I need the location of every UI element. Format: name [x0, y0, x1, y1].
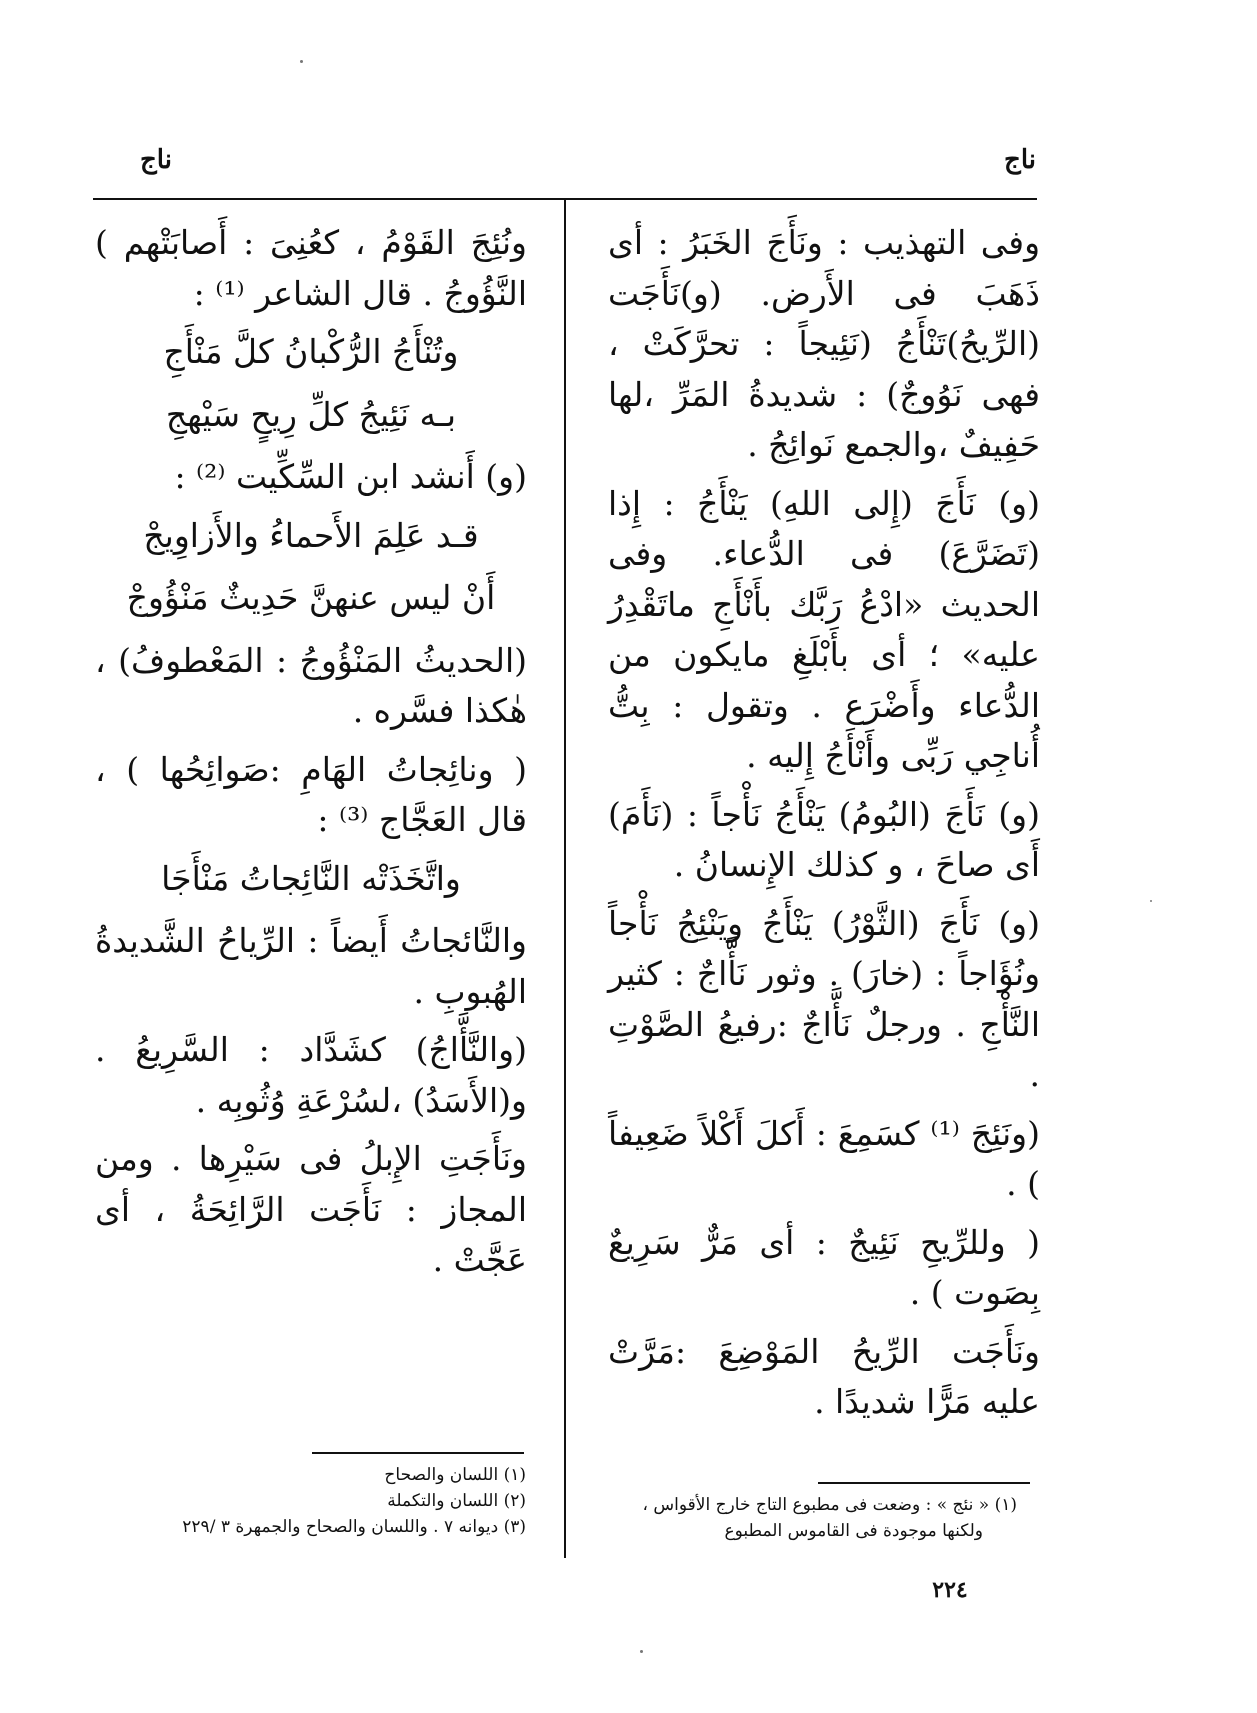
- entry-paragraph: (ونَئِجَ ⁽¹⁾ كسَمِعَ : أَكلَ أَكْلاً ضَعِيفاً ) .: [608, 1113, 1040, 1203]
- entry-paragraph: ونَأَجَتِ الإِبلُ فى سَيْرِها . ومن المجاز : نَأَجَت الرَّائِحَةُ ، أى عَجَّتْ .: [95, 1139, 527, 1279]
- footnotes-left: [96, 1462, 526, 1540]
- scan-speck: [640, 1650, 643, 1653]
- page-number: ٢٢٤: [932, 1577, 968, 1603]
- right-column: [608, 218, 1040, 1436]
- entry-paragraph: وفى التهذيب : ونَأَجَ الخَبَرُ : أى ذَهَبَ فى الأَرض. (و)نَأَجَت (الرِّيحُ)تَنْأَجُ (نَئِيجاً : تحرَّكَتْ ، فهى نَوُوجٌ) : شديدةُ المَرِّ ،لها حَفِيفٌ ،والجمع نَوائِجُ .: [608, 223, 1040, 464]
- left-column: [95, 218, 527, 1294]
- entry-paragraph: ( ونائِجاتُ الهَامِ :صَوائِحُها ) ، قال العَجَّاج ⁽³⁾ :: [95, 749, 527, 839]
- verse-line: قـد عَلِمَ الأَحماءُ والأَزاوِيجْ: [143, 515, 479, 555]
- entry-paragraph: والنَّائجاتُ أَيضاً : الرِّياحُ الشَّديدةُ الهُبوبِ .: [95, 921, 527, 1011]
- footnote-line: (١) اللسان والصحاح: [384, 1465, 526, 1485]
- footnote-line: (٣) ديوانه ٧ . واللسان والصحاح والجمهرة ٣ /٢٢٩: [182, 1517, 526, 1537]
- entry-paragraph: ونَأَجَت الرِّيحُ المَوْضِعَ :مَرَّتْ عليه مَرًّا شديدًا .: [608, 1331, 1040, 1421]
- entry-paragraph: (الحديثُ المَنْؤُوجُ : المَعْطوفُ) ، هٰكذا فسَّره .: [95, 640, 527, 730]
- column-divider: [564, 198, 566, 1558]
- footnote-rule-right: [818, 1482, 1030, 1484]
- running-headword-left: ناج: [140, 145, 172, 175]
- scan-speck: [1150, 900, 1152, 902]
- entry-paragraph: ونُئِجَ القَوْمُ ، كعُنِىَ : أَصابَتْهم ) النَّؤُوجُ . قال الشاعر ⁽¹⁾ :: [95, 223, 527, 313]
- footnote-line: (٢) اللسان والتكملة: [387, 1491, 526, 1511]
- verse-line: وتُنْأَجُ الرُّكْبانُ كلَّ مَنْأَجِ: [163, 332, 459, 371]
- entry-paragraph: (و) نَأَجَ (البُومُ) يَنْأَجُ نَأْجاً : (نَأَمَ) أَى صاحَ ، و كذلك الإِنسانُ .: [608, 794, 1040, 884]
- entry-paragraph: (والنَّأَّاجُ) كشَدَّاد : السَّرِيعُ . و(الأَسَدُ) ،لسُرْعَةِ وُثُوبِه .: [95, 1030, 527, 1120]
- footnote-rule-left: [312, 1452, 524, 1454]
- entry-paragraph: (و) نَأَجَ (إِلى اللهِ) يَنْأَجُ : إِذا (تَضَرَّعَ) فى الدُّعاء. وفى الحديث «ادْعُ رَبَّك بأَنْأَجِ ماتَقْدِرُ عليه» ؛ أى بأَبْلَغِ مايكون من الدُّعاء وأَضْرَع . وتقول : بِتُّ أُناجِي رَبِّى وأَنْأَجُ إِليه .: [608, 483, 1040, 775]
- verse-line: بـه نَئِيجُ كلِّ رِيحٍ سَيْهجِ: [165, 394, 457, 434]
- footnote-line: ولكنها موجودة فى القاموس المطبوع: [724, 1521, 983, 1541]
- entry-paragraph: (و) أَنشد ابن السِّكِّيت ⁽²⁾ :: [174, 457, 527, 496]
- entry-paragraph: ( وللرِّيحِ نَئِيجٌ : أى مَرٌّ سَرِيعٌ بِصَوت ) .: [608, 1222, 1040, 1312]
- scan-speck: [300, 60, 303, 63]
- running-headword-right: ناج: [1004, 145, 1036, 175]
- footnotes-right: [605, 1492, 1017, 1544]
- verse-line: واتَّخَذَتْه النَّائِجاتُ مَنْأَجَا: [161, 858, 461, 898]
- verse-line: أَنْ ليس عنهنَّ حَدِيثٌ مَنْؤُوجْ: [126, 578, 496, 617]
- footnote-line: (١) « نئج » : وضعت فى مطبوع التاج خارج الأقواس ،: [642, 1495, 1017, 1515]
- entry-paragraph: (و) نَأَجَ (الثَّوْرُ) يَنْأَجُ ويَنْئِجُ نَأْجاً ونُؤَاجاً : (خارَ) . وثور نَأَّاجٌ : كثير النَّأْجِ . ورجلٌ نَأَّاجٌ :رفيعُ الصَّوْتِ .: [608, 903, 1040, 1094]
